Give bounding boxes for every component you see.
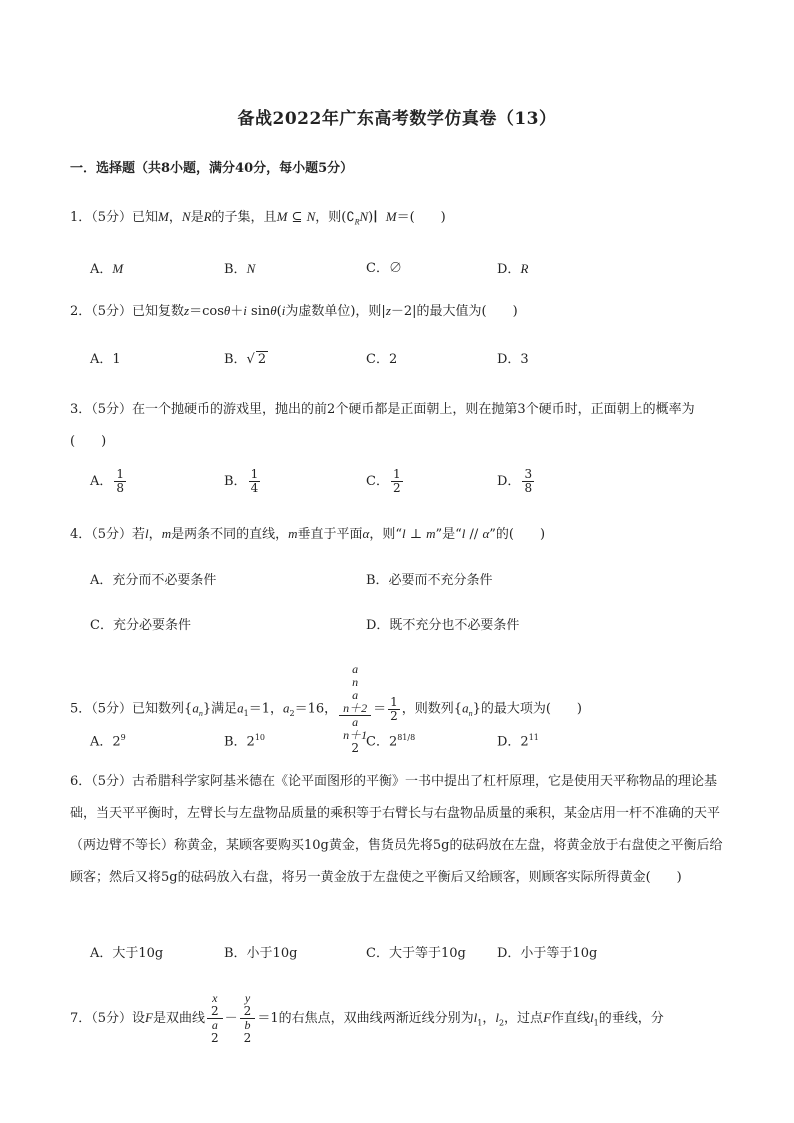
question-4-stem: 4．（5分）若l，m是两条不同的直线，m垂直于平面α，则“l ⊥ m”是“l // α”的( ) xyxy=(70,526,546,542)
q5-option-c[interactable]: C．$2^{81/8}$ xyxy=(366,733,416,750)
q4-option-d[interactable]: D．既不充分也不必要条件 xyxy=(366,618,520,633)
q5-option-d[interactable]: D．$2^{11}$ xyxy=(497,733,539,750)
q4-option-c[interactable]: C．充分必要条件 xyxy=(90,618,191,633)
q1-option-d[interactable]: D．R xyxy=(497,261,529,277)
section-heading: 一．选择题（共8小题，满分40分，每小题5分） xyxy=(70,161,354,176)
question-6-stem: 6．（5分）古希腊科学家阿基米德在《论平面图形的平衡》一书中提出了杠杆原理，它是使用天平称物品的理论基础，当天平平衡时，左臂长与左盘物品质量的乘积等于右臂长与右盘物品质量的乘积，某金店用一杆不准确的天平（两边臂不等长）称黄金，某顾客要购买10g黄金，售货员先将5g的砝码放在左盘，将黄金放于右盘使之平衡后给顾客；然后又将5g的砝码放入右盘，将另一黄金放于左盘使之平衡后又给顾客，则顾客实际所得黄金( ) xyxy=(70,774,723,885)
q3-option-b[interactable]: B． $\frac{1}{4}$ xyxy=(224,467,259,495)
q6-option-b[interactable]: B．小于10g xyxy=(224,946,298,961)
q3-option-c[interactable]: C． $\frac{1}{2}$ xyxy=(366,467,401,495)
q1-option-b[interactable]: B．N xyxy=(224,261,256,277)
q2-option-b[interactable]: B．√ 2 xyxy=(224,352,267,367)
question-3-stem: 3．（5分）在一个抛硬币的游戏里，抛出的前2个硬币都是正面朝上，则在抛第3个硬币时，正面朝上的概率为( ) xyxy=(70,402,695,449)
q6-option-a[interactable]: A．大于10g xyxy=(90,946,164,961)
page-title: 备战2022年广东高考数学仿真卷（13） xyxy=(237,109,557,129)
q2-option-d[interactable]: D．3 xyxy=(497,352,529,367)
q5-option-a[interactable]: A．$2^9$ xyxy=(90,733,126,750)
q5-option-b[interactable]: B．$2^{10}$ xyxy=(224,733,266,750)
q3-option-d[interactable]: D． $\frac{3}{8}$ xyxy=(497,467,533,495)
q2-option-a[interactable]: A．1 xyxy=(90,352,121,367)
q3-option-a[interactable]: A． $\frac{1}{8}$ xyxy=(90,467,125,495)
q6-option-d[interactable]: D．小于等于10g xyxy=(497,946,598,961)
q1-option-a[interactable]: A．M xyxy=(90,261,124,277)
question-5-stem: 5．（5分）已知数列$\{a_n\}$满足$a_1=1$，$a_2=16$， a n a n＋2 a n＋1 2 ＝ $\frac{1}{2}$ ，则数列$\{a_n\}$的最大项为( ) xyxy=(70,662,582,755)
question-1-stem: 1．（5分）已知M，N是R的子集，且M ⊆ N，则$(∁_RN)∣$ M＝( ) xyxy=(70,209,446,227)
question-2-stem: 2．（5分）已知复数z＝cosθ＋i sinθ(i为虚数单位)，则|z－2|的最大值为( ) xyxy=(70,303,518,319)
q2-option-c[interactable]: C．2 xyxy=(366,352,398,367)
q1-option-c[interactable]: C．∅ xyxy=(366,261,402,276)
question-7-stem: 7．（5分）设F是双曲线 x 2 a 2 － y 2 b 2 ＝1的右焦点，双曲线两渐近线分别为$l_1$，$l_2$，过点F作直线$l_1$的垂线，分 xyxy=(70,991,664,1045)
q4-option-a[interactable]: A．充分而不必要条件 xyxy=(90,573,217,588)
q6-option-c[interactable]: C．大于等于10g xyxy=(366,946,466,961)
q4-option-b[interactable]: B．必要而不充分条件 xyxy=(366,573,493,588)
